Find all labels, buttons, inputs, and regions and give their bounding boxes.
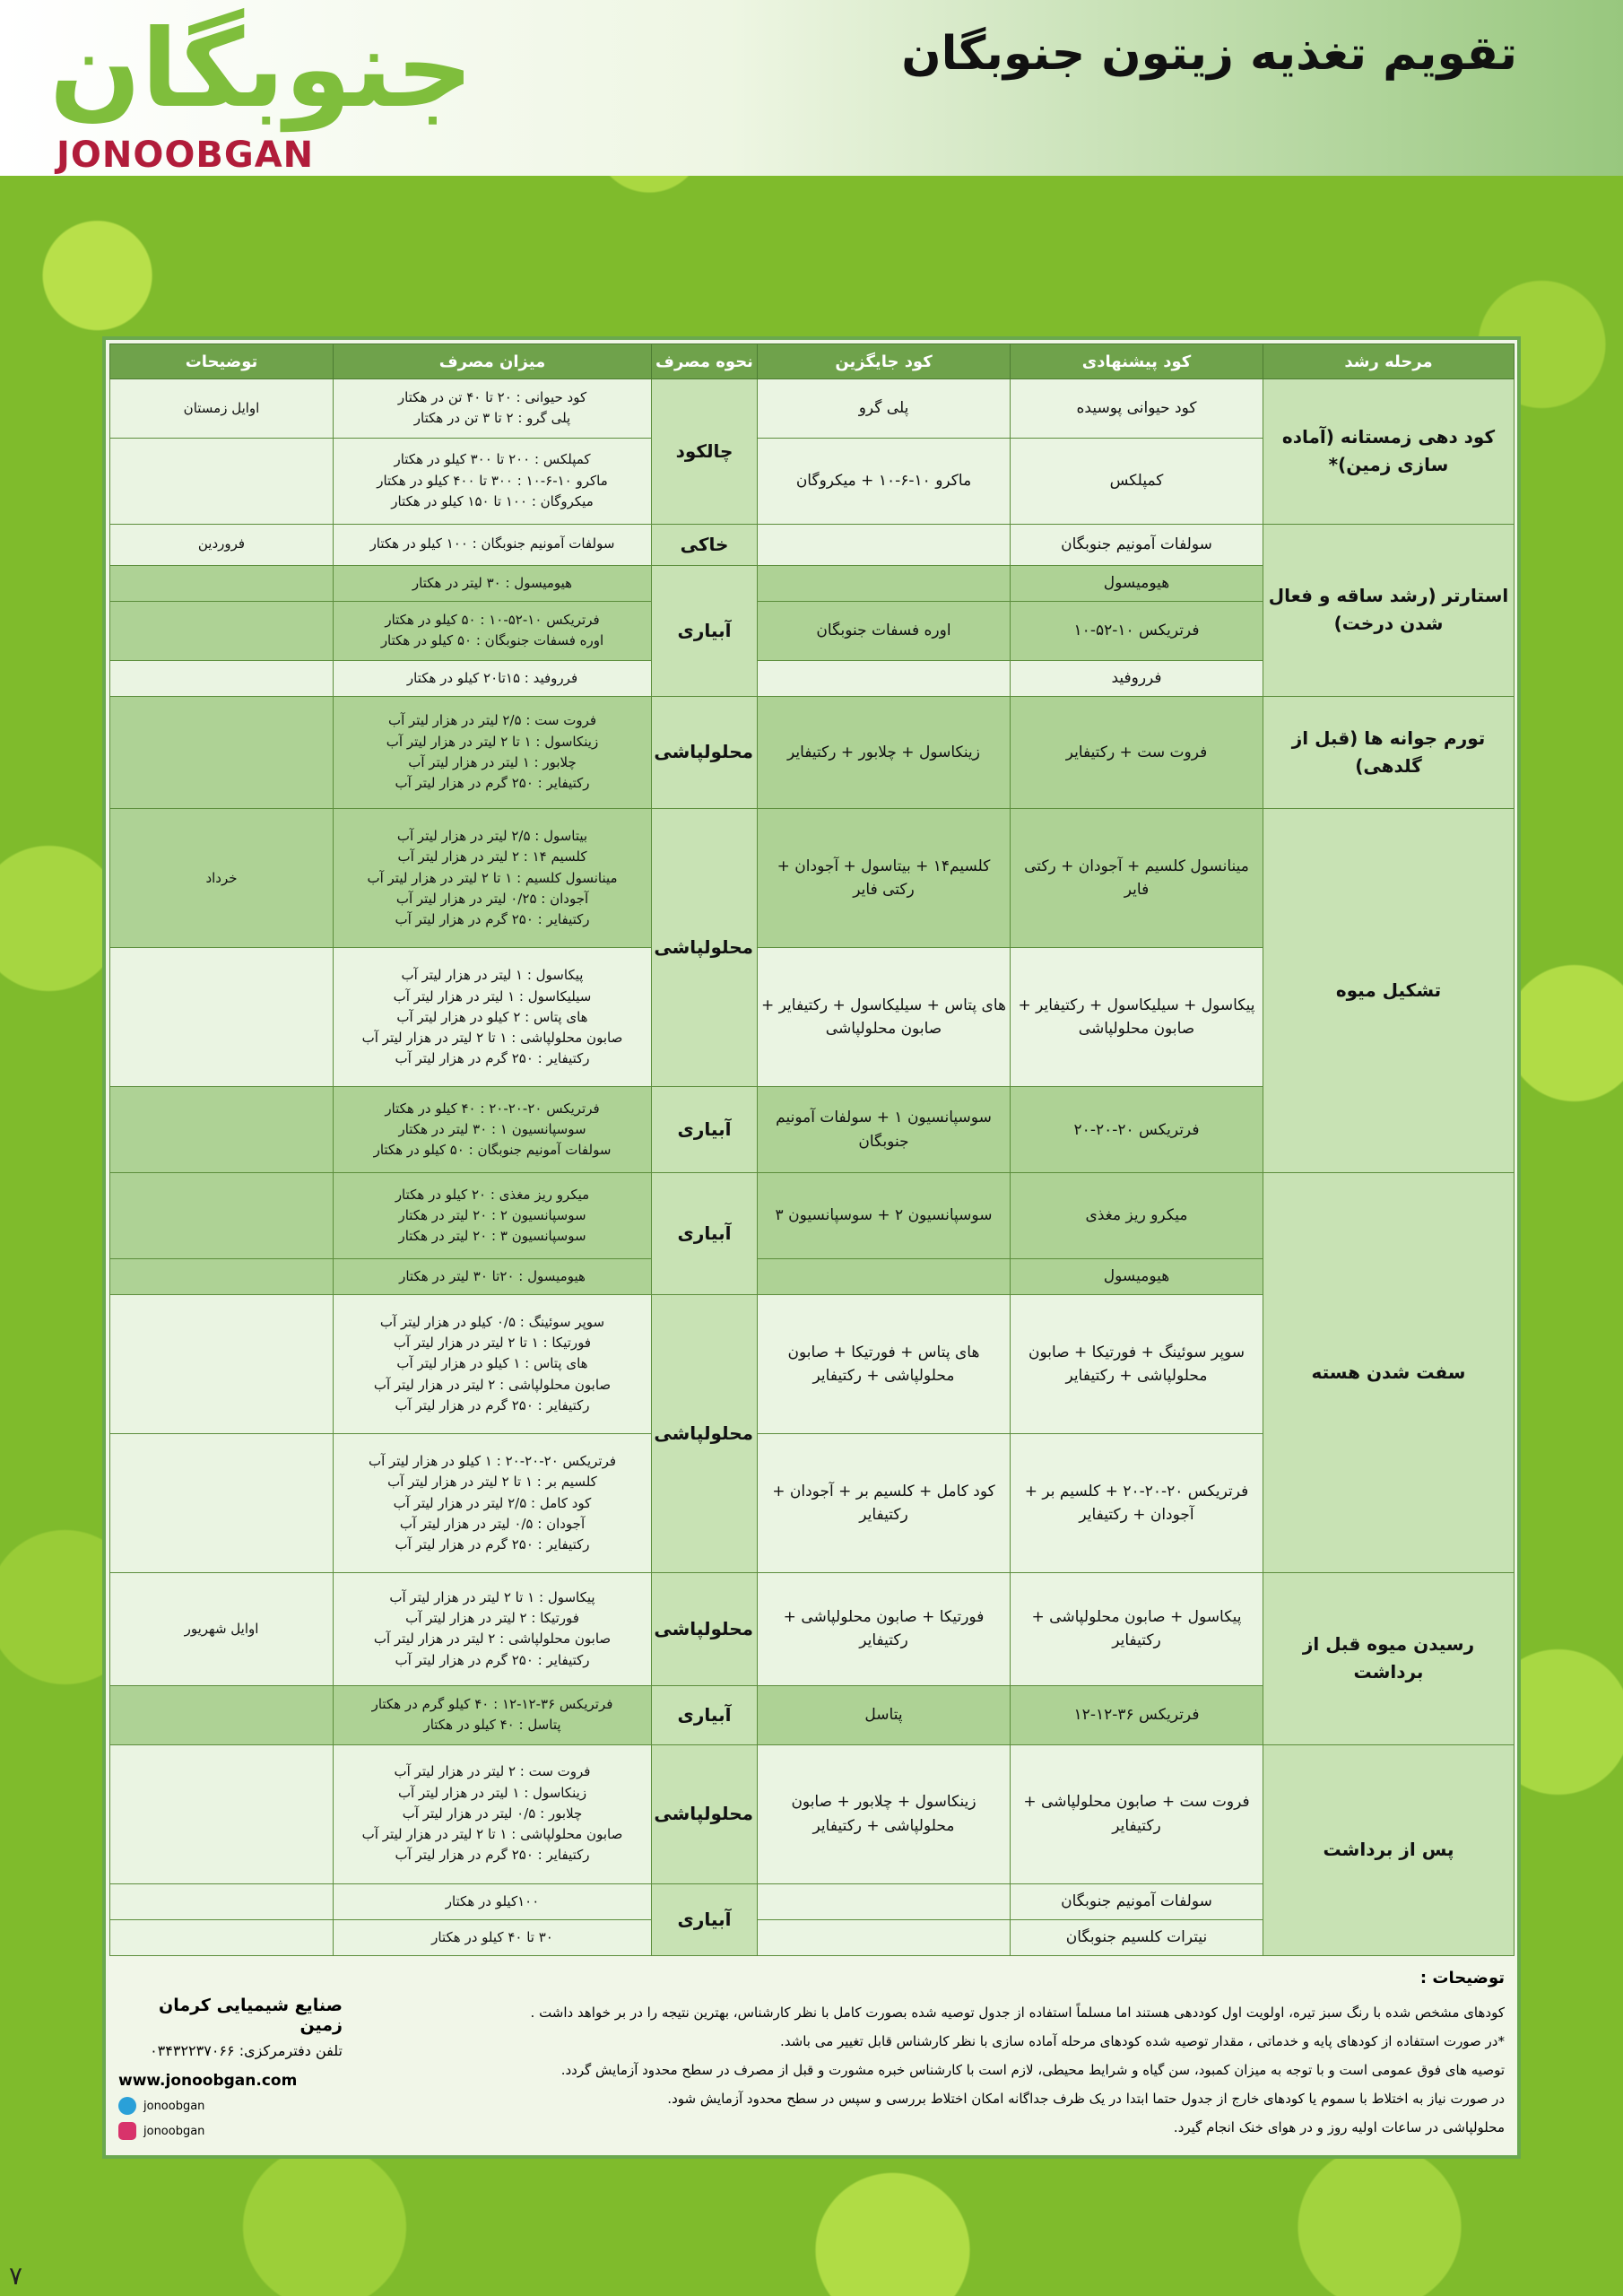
suggested-cell: میکرو ریز مغذی (1011, 1173, 1263, 1259)
amount-cell (334, 1294, 652, 1433)
instagram-link[interactable] (118, 2122, 343, 2140)
amount-cell (334, 601, 652, 660)
method-cell: محلولپاشی (652, 1294, 758, 1572)
alternative-cell: سوسپانسیون ۱ + سولفات آمونیم جنوبگان (758, 1087, 1011, 1173)
alternative-cell: اوره فسفات جنوبگان (758, 601, 1011, 660)
amount-cell (334, 1258, 652, 1294)
notes-cell (110, 1434, 334, 1573)
method-cell: آبیاری (652, 1173, 758, 1295)
table-row (110, 1173, 1515, 1259)
note-line: در صورت نیاز به اختلاط با سموم یا کودهای خارج از جدول حتما ابتدا در یک ظرف جداگانه امکان اختلاط بررسی و سپس در سطح محدود آزمایش شود. (667, 2091, 1505, 2107)
amount-line: صابون محلولپاشی : ۱ تا ۲ لیتر در هزار لیتر آب (361, 1826, 623, 1843)
method-cell: محلولپاشی (652, 1744, 758, 1883)
amount-line: ۱۰۰کیلو در هکتار (445, 1892, 540, 1909)
notes-cell (110, 660, 334, 696)
amount-line: میکروگان : ۱۰۰ تا ۱۵۰ کیلو در هکتار (391, 492, 594, 509)
amount-line: آجودان : ۰/۵ لیتر در هزار لیتر آب (399, 1515, 586, 1532)
amount-line: آجودان : ۰/۲۵ لیتر در هزار لیتر آب (395, 890, 589, 907)
amount-line: کود حیوانی : ۲۰ تا ۴۰ تن در هکتار (397, 389, 587, 406)
amount-cell (334, 565, 652, 601)
notes-cell (110, 696, 334, 808)
header-growth-stage: مرحله رشد (1263, 344, 1515, 379)
company-phone: تلفن دفترمرکزی: ۰۳۴۳۲۲۳۷۰۶۶ (150, 2042, 343, 2059)
amount-line: رکتیفایر : ۲۵۰ گرم در هزار لیتر آب (395, 911, 590, 928)
suggested-cell: هیومیسول (1011, 565, 1263, 601)
table-row (110, 524, 1515, 565)
page-number: ۷ (9, 2261, 23, 2291)
table-row (110, 379, 1515, 439)
company-website-link[interactable]: www.jonoobgan.com (118, 2072, 298, 2090)
stage-cell: پس از برداشت (1263, 1744, 1515, 1955)
suggested-cell: مینانسول کلسیم + آجودان + رکتی فایر (1011, 809, 1263, 948)
amount-line: صابون محلولپاشی : ۱ تا ۲ لیتر در هزار لیتر آب (361, 1030, 623, 1047)
header-alternative: کود جایگزین (758, 344, 1011, 379)
table-row (110, 809, 1515, 948)
amount-line: فرتریکس ۲۰-۲۰-۲۰ : ۴۰ کیلو در هکتار (385, 1100, 600, 1117)
feeding-calendar-panel (102, 336, 1521, 2159)
method-cell: آبیاری (652, 1685, 758, 1744)
amount-line: سولفات آمونیم جنوبگان : ۱۰۰ کیلو در هکتار (369, 535, 615, 552)
company-name: صنایع شیمیایی کرمان زمین (158, 1996, 343, 2035)
stage-cell: استارتر (رشد ساقه و فعال شدن درخت) (1263, 524, 1515, 696)
amount-line: فروت ست : ۲ لیتر در هزار لیتر آب (394, 1763, 591, 1780)
amount-line: های پتاس : ۲ کیلو در هزار لیتر آب (396, 1008, 588, 1025)
notes-cell (110, 948, 334, 1087)
notes-cell (110, 1294, 334, 1433)
notes-cell (110, 1173, 334, 1259)
note-line: *در صورت استفاده از کودهای پایه و خدماتی ، مقدار توصیه شده کودهای مرحله آماده سازی با نظر کارشناس قابل تغییر می باشد. (779, 2033, 1505, 2049)
stage-cell: سفت شدن هسته (1263, 1173, 1515, 1573)
telegram-handle: jonoobgan (143, 2099, 205, 2113)
notes-cell: خرداد (110, 809, 334, 948)
method-cell: آبیاری (652, 1087, 758, 1173)
alternative-cell (758, 1919, 1011, 1955)
alternative-cell: زینکاسول + چلابور + رکتیفایر (758, 696, 1011, 808)
amount-cell (334, 1087, 652, 1173)
suggested-cell: کمپلکس (1011, 438, 1263, 524)
alternative-cell: پتاسل (758, 1685, 1011, 1744)
suggested-cell: فرروفید (1011, 660, 1263, 696)
page-title: تقویم تغذیه زیتون جنوبگان (901, 27, 1517, 81)
table-header-row (110, 344, 1515, 379)
amount-cell (334, 1573, 652, 1685)
note-line: توصیه های فوق عمومی است و با توجه به میزان کمبود، سن گیاه و شرایط محیطی، لازم است با کارشناس خبره مشورت و قبل از مصرف در سطح محدود آزمایش گردد. (560, 2062, 1505, 2078)
amount-line: پتاسل : ۴۰ کیلو در هکتار (423, 1717, 561, 1734)
notes-cell (110, 1919, 334, 1955)
table-row (110, 1573, 1515, 1685)
suggested-cell: فرتریکس ۲۰-۲۰-۲۰ (1011, 1087, 1263, 1173)
suggested-cell: پیکاسول + سیلیکاسول + رکتیفایر + صابون محلولپاشی (1011, 948, 1263, 1087)
amount-cell (334, 1919, 652, 1955)
method-cell: محلولپاشی (652, 809, 758, 1087)
notes-cell (110, 1087, 334, 1173)
amount-line: زینکاسول : ۱ تا ۲ لیتر در هزار لیتر آب (386, 733, 599, 750)
note-line: کودهای مشخص شده با رنگ سبز تیره، اولویت اول کوددهی هستند اما مسلماً استفاده از جدول توصیه شده بصورت کامل با نظر کارشناس، بهترین نتیجه را در بر خواهد داشت . (530, 2005, 1505, 2021)
amount-line: رکتیفایر : ۲۵۰ گرم در هزار لیتر آب (395, 1396, 590, 1413)
amount-cell (334, 948, 652, 1087)
alternative-cell: کلسیم۱۴ + بیتاسول + آجودان + رکتی فایر (758, 809, 1011, 948)
amount-line: فروت ست : ۲/۵ لیتر در هزار لیتر آب (387, 712, 597, 729)
stage-cell: تشکیل میوه (1263, 809, 1515, 1173)
feeding-table (109, 344, 1515, 1956)
amount-line: سولفات آمونیم جنوبگان : ۵۰ کیلو در هکتار (373, 1142, 612, 1159)
header-notes: توضیحات (110, 344, 334, 379)
method-cell: آبیاری (652, 565, 758, 696)
amount-cell (334, 1173, 652, 1259)
amount-cell (334, 524, 652, 565)
method-cell: محلولپاشی (652, 1573, 758, 1685)
amount-line: صابون محلولپاشی : ۲ لیتر در هزار لیتر آب (373, 1376, 612, 1393)
table-row (110, 1744, 1515, 1883)
suggested-cell: فرتریکس ۱۰-۵۲-۱۰ (1011, 601, 1263, 660)
alternative-cell: های پتاس + فورتیکا + صابون محلولپاشی + رکتیفایر (758, 1294, 1011, 1433)
alternative-cell: های پتاس + سیلیکاسول + رکتیفایر + صابون محلولپاشی (758, 948, 1011, 1087)
method-cell: محلولپاشی (652, 696, 758, 808)
alternative-cell (758, 524, 1011, 565)
alternative-cell (758, 1258, 1011, 1294)
brand-logo (49, 7, 569, 176)
amount-cell (334, 379, 652, 439)
alternative-cell: فورتیکا + صابون محلولپاشی + رکتیفایر (758, 1573, 1011, 1685)
amount-line: کود کامل : ۲/۵ لیتر در هزار لیتر آب (393, 1494, 592, 1511)
suggested-cell: نیترات کلسیم جنوبگان (1011, 1919, 1263, 1955)
notes-title: توضیحات : (1419, 1969, 1505, 1987)
amount-line: سوسپانسیون ۳ : ۲۰ لیتر در هکتار (398, 1228, 586, 1245)
amount-line: چلابور : ۱ لیتر در هزار لیتر آب (408, 753, 577, 770)
amount-line: بیتاسول : ۲/۵ لیتر در هزار لیتر آب (396, 828, 588, 845)
amount-line: رکتیفایر : ۲۵۰ گرم در هزار لیتر آب (395, 1651, 590, 1668)
amount-line: کلسیم ۱۴ : ۲ لیتر در هزار لیتر آب (397, 848, 587, 865)
amount-line: صابون محلولپاشی : ۲ لیتر در هزار لیتر آب (373, 1631, 612, 1648)
notes-cell (110, 565, 334, 601)
amount-line: فورتیکا : ۲ لیتر در هزار لیتر آب (405, 1610, 579, 1627)
notes-cell: فروردین (110, 524, 334, 565)
notes-section (109, 1960, 1514, 2155)
company-info (118, 1996, 343, 2140)
notes-cell: اوایل زمستان (110, 379, 334, 439)
amount-line: هیومیسول : ۲۰تا ۳۰ لیتر در هکتار (399, 1267, 586, 1284)
amount-line: پلی گرو : ۲ تا ۳ تن در هکتار (413, 410, 571, 427)
amount-line: فرروفید : ۱۵تا۲۰ کیلو در هکتار (406, 669, 578, 686)
amount-line: رکتیفایر : ۲۵۰ گرم در هزار لیتر آب (395, 1847, 590, 1864)
amount-line: سوپر سوئینگ : ۰/۵ کیلو در هزار لیتر آب (379, 1313, 605, 1330)
header (0, 0, 1623, 176)
notes-cell (110, 1883, 334, 1919)
amount-cell (334, 438, 652, 524)
amount-cell (334, 660, 652, 696)
amount-line: مینانسول کلسیم : ۱ تا ۲ لیتر در هزار لیتر آب (367, 869, 618, 886)
notes-cell: اوایل شهریور (110, 1573, 334, 1685)
amount-line: میکرو ریز مغذی : ۲۰ کیلو در هکتار (395, 1186, 590, 1203)
suggested-cell: پیکاسول + صابون محلولپاشی + رکتیفایر (1011, 1573, 1263, 1685)
logo-text-en: JONOOBGAN (56, 135, 315, 176)
suggested-cell: فرتریکس ۳۶-۱۲-۱۲ (1011, 1685, 1263, 1744)
logo-text-fa: جنوبگان (49, 7, 474, 132)
method-cell: خاکی (652, 524, 758, 565)
amount-cell (334, 809, 652, 948)
suggested-cell: هیومیسول (1011, 1258, 1263, 1294)
amount-line: سوسپانسیون ۱ : ۳۰ لیتر در هکتار (398, 1121, 586, 1138)
amount-line: رکتیفایر : ۲۵۰ گرم در هزار لیتر آب (395, 1536, 590, 1552)
header-amount: میزان مصرف (334, 344, 652, 379)
suggested-cell: فرتریکس ۲۰-۲۰-۲۰ + کلسیم بر + آجودان + رکتیفایر (1011, 1434, 1263, 1573)
amount-cell (334, 1685, 652, 1744)
alternative-cell: سوسپانسیون ۲ + سوسپانسیون ۳ (758, 1173, 1011, 1259)
alternative-cell (758, 660, 1011, 696)
amount-line: پیکاسول : ۱ لیتر در هزار لیتر آب (401, 967, 584, 984)
amount-cell (334, 1883, 652, 1919)
telegram-icon (118, 2097, 136, 2115)
amount-line: رکتیفایر : ۲۵۰ گرم در هزار لیتر آب (395, 1050, 590, 1067)
amount-line: فورتیکا : ۱ تا ۲ لیتر در هزار لیتر آب (393, 1335, 592, 1352)
amount-line: های پتاس : ۱ کیلو در هزار لیتر آب (396, 1355, 588, 1372)
notes-cell (110, 438, 334, 524)
amount-cell (334, 696, 652, 808)
amount-line: سیلیکاسول : ۱ لیتر در هزار لیتر آب (393, 987, 592, 1004)
amount-cell (334, 1434, 652, 1573)
notes-cell (110, 601, 334, 660)
amount-line: فرتریکس ۲۰-۲۰-۲۰ : ۱ کیلو در هزار لیتر آب (368, 1453, 617, 1469)
note-line: محلولپاشی در ساعات اولیه روز و در هوای خنک انجام گیرد. (1173, 2119, 1505, 2135)
suggested-cell: فروت ست + رکتیفایر (1011, 696, 1263, 808)
amount-line: سوسپانسیون ۲ : ۲۰ لیتر در هکتار (398, 1206, 586, 1223)
amount-line: زینکاسول : ۱ لیتر در هزار لیتر آب (397, 1784, 587, 1801)
amount-line: رکتیفایر : ۲۵۰ گرم در هزار لیتر آب (395, 775, 590, 792)
alternative-cell (758, 565, 1011, 601)
notes-cell (110, 1258, 334, 1294)
instagram-icon (118, 2122, 136, 2140)
amount-line: پیکاسول : ۱ تا ۲ لیتر در هزار لیتر آب (389, 1588, 595, 1605)
suggested-cell: سولفات آمونیم جنوبگان (1011, 524, 1263, 565)
amount-line: ۳۰ تا ۴۰ کیلو در هکتار (431, 1928, 553, 1945)
amount-line: فرتریکس ۳۶-۱۲-۱۲ : ۴۰ کیلو گرم در هکتار (371, 1695, 613, 1712)
amount-line: کلسیم بر : ۱ تا ۲ لیتر در هزار لیتر آب (387, 1474, 597, 1491)
suggested-cell: سوپر سوئینگ + فورتیکا + صابون محلولپاشی + رکتیفایر (1011, 1294, 1263, 1433)
stage-cell: کود دهی زمستانه (آماده سازی زمین)* (1263, 379, 1515, 525)
stage-cell: رسیدن میوه قبل از برداشت (1263, 1573, 1515, 1744)
suggested-cell: کود حیوانی پوسیده (1011, 379, 1263, 439)
alternative-cell: کود کامل + کلسیم بر + آجودان + رکتیفایر (758, 1434, 1011, 1573)
alternative-cell: زینکاسول + چلابور + صابون محلولپاشی + رکتیفایر (758, 1744, 1011, 1883)
telegram-link[interactable] (118, 2097, 343, 2115)
amount-line: هیومیسول : ۳۰ لیتر در هکتار (412, 574, 573, 591)
method-cell: چالکود (652, 379, 758, 525)
alternative-cell: پلی گرو (758, 379, 1011, 439)
amount-line: چلابور : ۰/۵ لیتر در هزار لیتر آب (402, 1805, 583, 1822)
header-suggested: کود پیشنهادی (1011, 344, 1263, 379)
method-cell: آبیاری (652, 1883, 758, 1955)
amount-line: فرتریکس ۱۰-۵۲-۱۰ : ۵۰ کیلو در هکتار (385, 611, 600, 628)
amount-line: ماکرو ۱۰-۶-۱۰ : ۳۰۰ تا ۴۰۰ کیلو در هکتار (377, 472, 608, 489)
amount-line: اوره فسفات جنوبگان : ۵۰ کیلو در هکتار (380, 632, 604, 649)
header-method: نحوه مصرف (652, 344, 758, 379)
stage-cell: تورم جوانه ها (قبل از گلدهی) (1263, 696, 1515, 808)
table-row (110, 696, 1515, 808)
suggested-cell: فروت ست + صابون محلولپاشی + رکتیفایر (1011, 1744, 1263, 1883)
alternative-cell (758, 1883, 1011, 1919)
notes-cell (110, 1744, 334, 1883)
instagram-handle: jonoobgan (143, 2124, 205, 2138)
notes-cell (110, 1685, 334, 1744)
amount-cell (334, 1744, 652, 1883)
amount-line: کمپلکس : ۲۰۰ تا ۳۰۰ کیلو در هکتار (394, 451, 591, 468)
alternative-cell: ماکرو ۱۰-۶-۱۰ + میکروگان (758, 438, 1011, 524)
suggested-cell: سولفات آمونیم جنوبگان (1011, 1883, 1263, 1919)
